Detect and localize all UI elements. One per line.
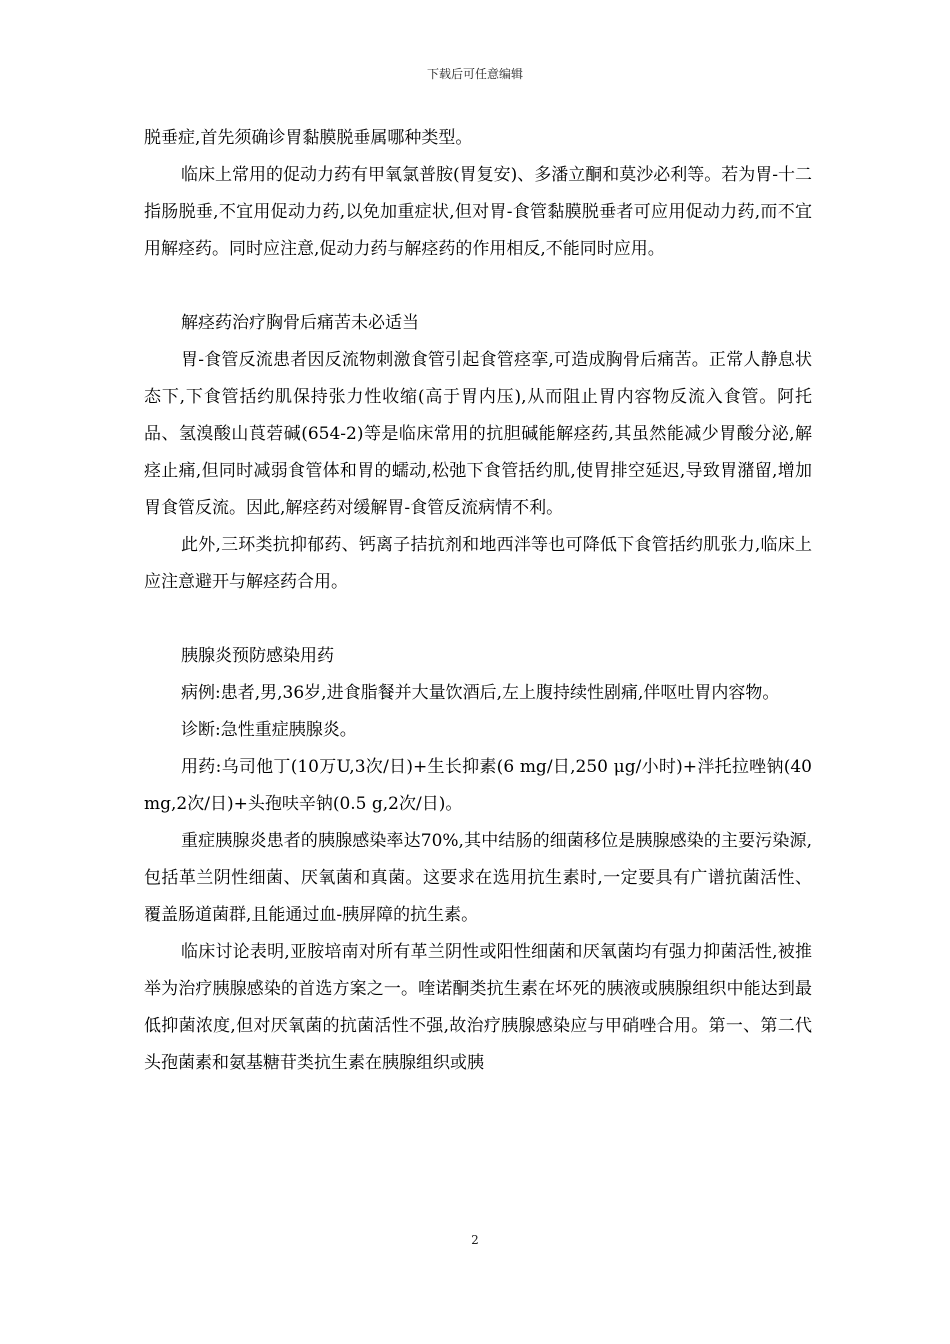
section-heading-antispasmodic: 解痉药治疗胸骨后痛苦未必适当 <box>181 313 419 333</box>
section-heading-pancreatitis: 胰腺炎预防感染用药 <box>181 646 334 666</box>
section-spacer <box>144 268 812 305</box>
paragraph-medication: 用药:乌司他丁(10万U,3次/日)+生长抑素(6 mg/日,250 μg/小时)+泮托拉唑钠(40 mg,2次/日)+头孢呋辛钠(0.5 g,2次/日)。 <box>144 757 812 814</box>
paragraph-case: 病例:患者,男,36岁,进食脂餐并大量饮酒后,左上腹持续性剧痛,伴呕吐胃内容物。 <box>181 683 780 703</box>
page-header: 下载后可任意编辑 <box>426 67 523 81</box>
paragraph-diagnosis: 诊断:急性重症胰腺炎。 <box>181 720 357 740</box>
section-spacer <box>144 601 812 638</box>
paragraph-other-drugs: 此外,三环类抗抑郁药、钙离子拮抗剂和地西泮等也可降低下食管括约肌张力,临床上应注意避开与解痉药合用。 <box>144 535 812 592</box>
paragraph-reflux-explanation: 胃-食管反流患者因反流物刺激食管引起食管痉挛,可造成胸骨后痛苦。正常人静息状态下,下食管括约肌保持张力性收缩(高于胃内压),从而阻止胃内容物反流入食管。阿托品、氢溴酸山莨菪碱(654-2)等是临床常用的抗胆碱能解痉药,其虽然能减少胃酸分泌,解痉止痛,但同时减弱食管体和胃的蠕动,松弛下食管括约肌,使胃排空延迟,导致胃潴留,增加胃食管反流。因此,解痉药对缓解胃-食管反流病情不利。 <box>144 350 812 518</box>
document-body <box>144 120 812 1082</box>
paragraph-infection-rate: 重症胰腺炎患者的胰腺感染率达70%,其中结肠的细菌移位是胰腺感染的主要污染源,包括革兰阴性细菌、厌氧菌和真菌。这要求在选用抗生素时,一定要具有广谱抗菌活性、覆盖肠道菌群,且能通过血-胰屏障的抗生素。 <box>144 831 812 925</box>
page-number: 2 <box>471 1233 479 1247</box>
paragraph-clinical-discussion: 临床讨论表明,亚胺培南对所有革兰阴性或阳性细菌和厌氧菌均有强力抑菌活性,被推举为治疗胰腺感染的首选方案之一。喹诺酮类抗生素在坏死的胰液或胰腺组织中能达到最低抑菌浓度,但对厌氧菌的抗菌活性不强,故治疗胰腺感染应与甲硝唑合用。第一、第二代头孢菌素和氨基糖苷类抗生素在胰腺组织或胰 <box>144 942 812 1073</box>
paragraph-continuation: 脱垂症,首先须确诊胃黏膜脱垂属哪种类型。 <box>144 128 473 148</box>
paragraph-prokinetic-drugs: 临床上常用的促动力药有甲氧氯普胺(胃复安)、多潘立酮和莫沙必利等。若为胃-十二指肠脱垂,不宜用促动力药,以免加重症状,但对胃-食管黏膜脱垂者可应用促动力药,而不宜用解痉药。同时应注意,促动力药与解痉药的作用相反,不能同时应用。 <box>144 165 813 259</box>
